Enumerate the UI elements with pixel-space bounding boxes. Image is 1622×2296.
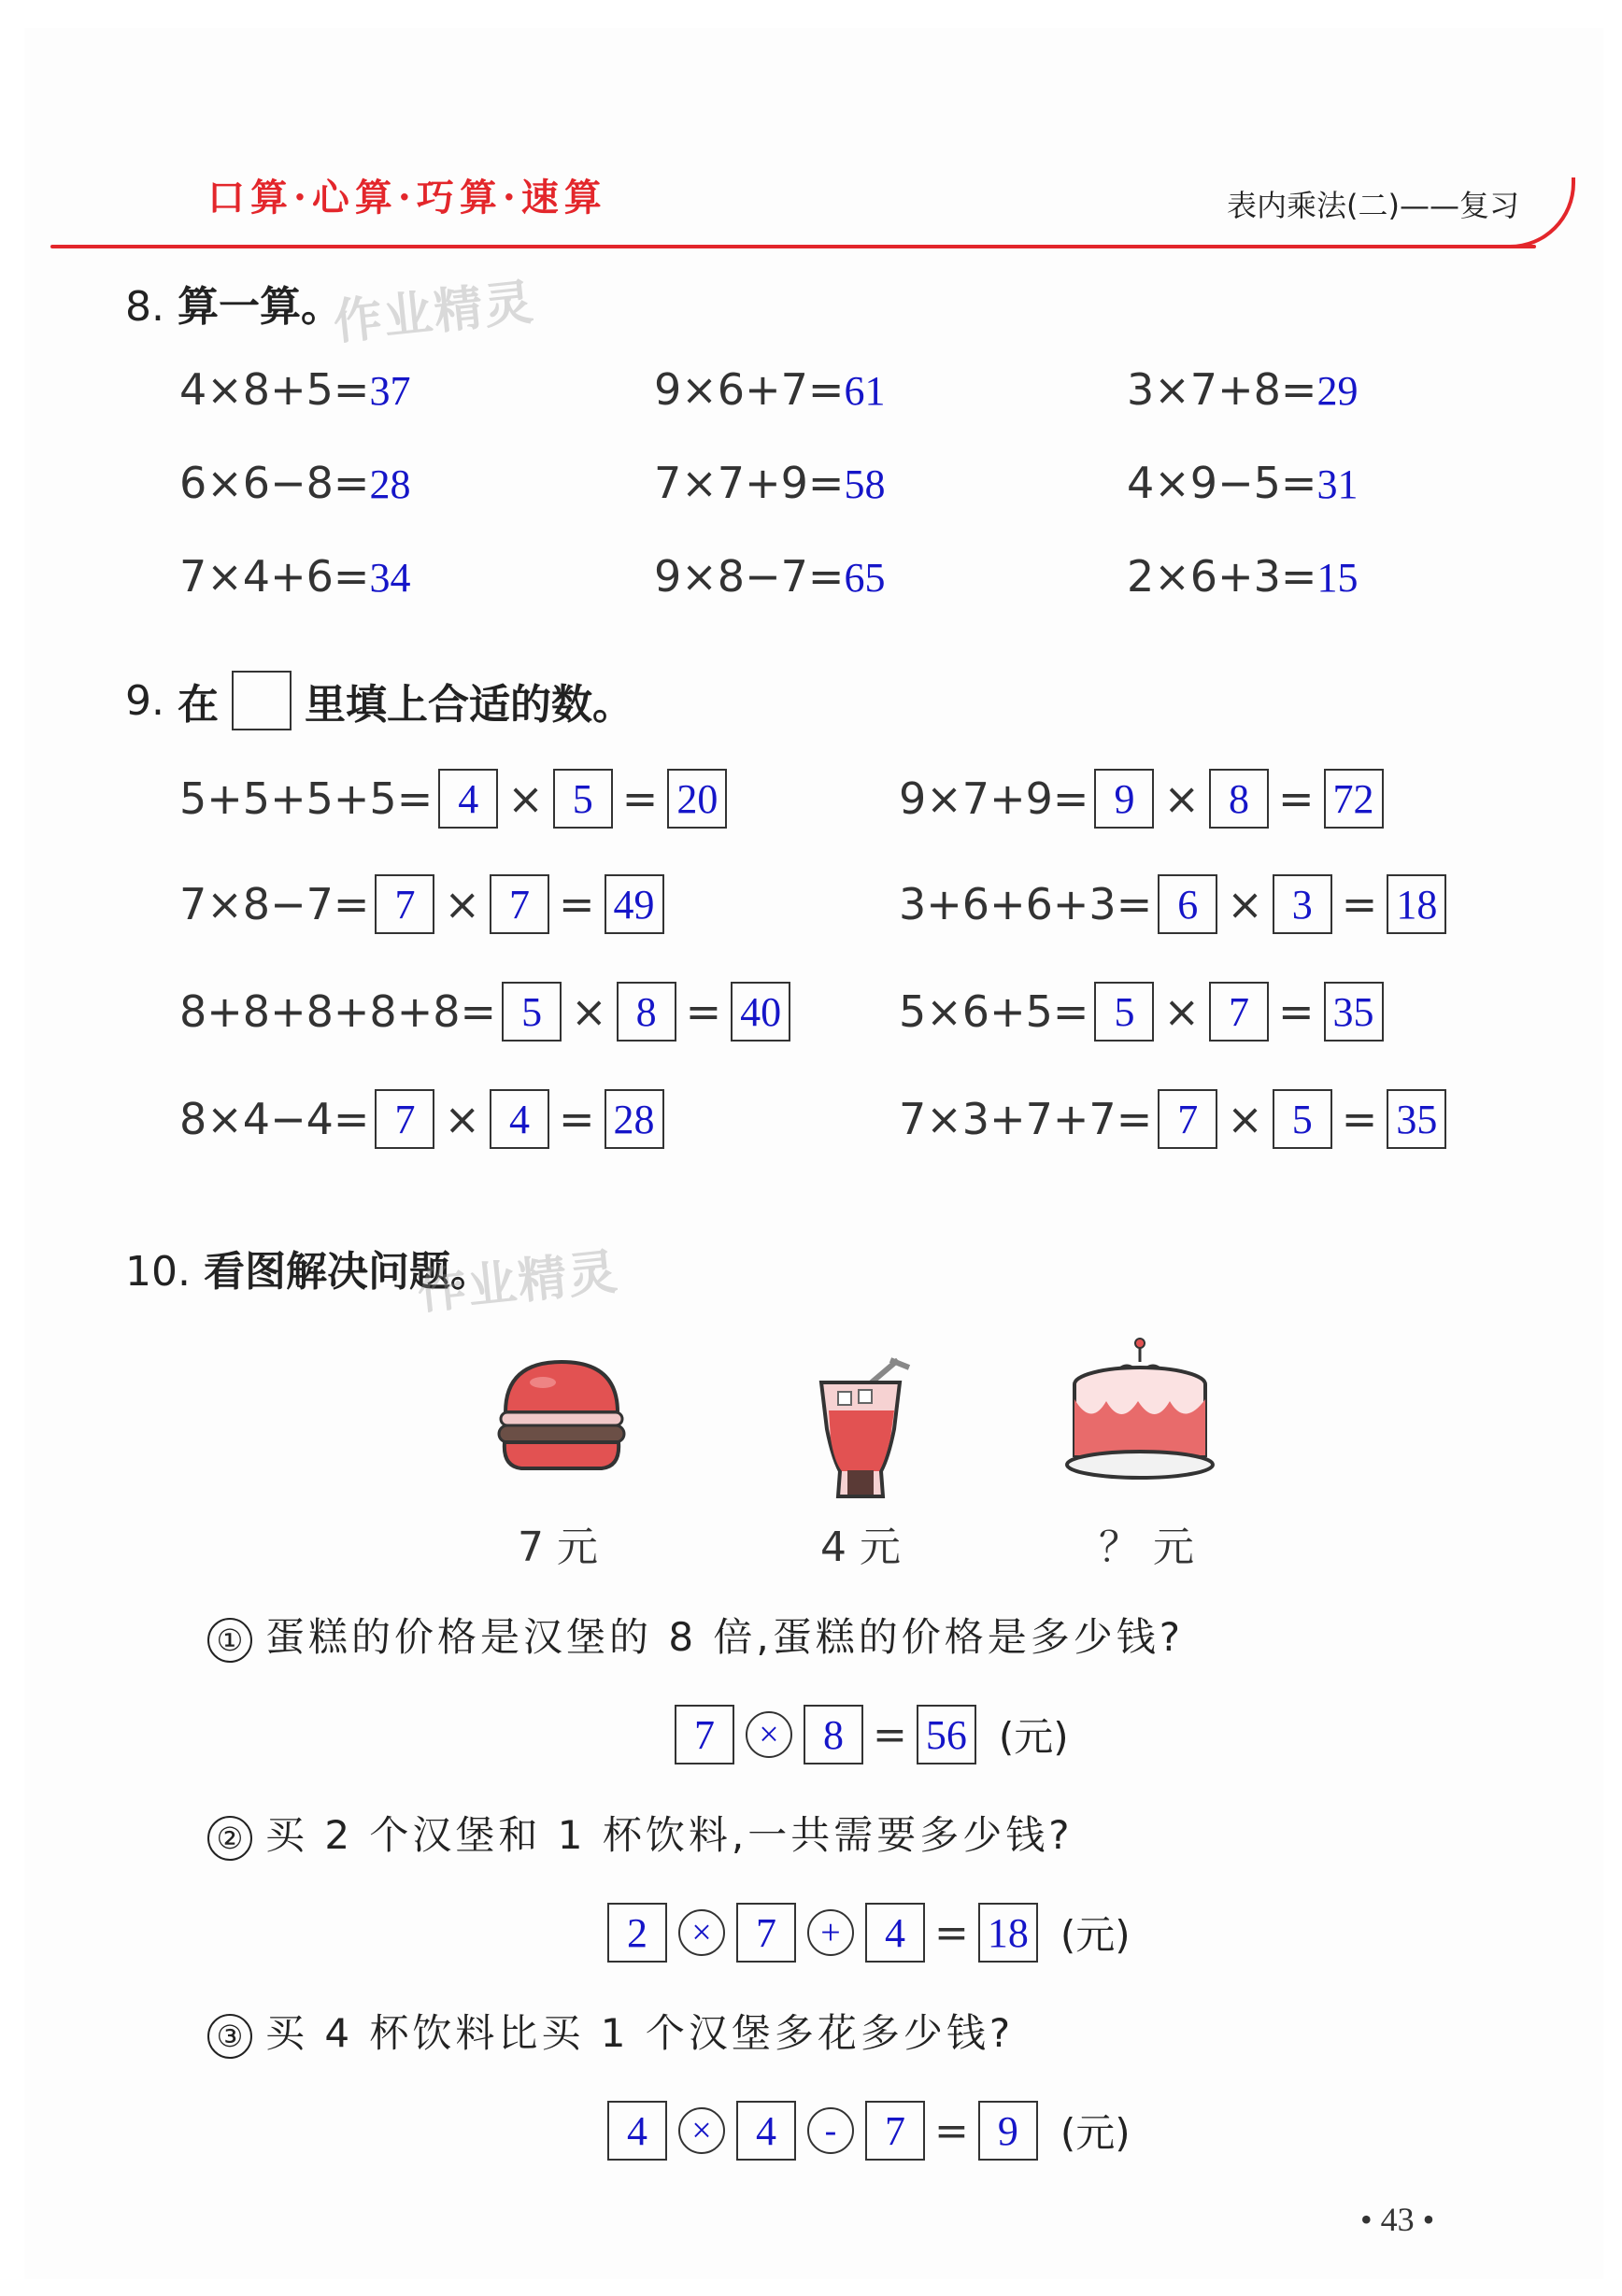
exercise-8-1 <box>179 364 410 415</box>
equals-sign: = <box>1341 879 1378 929</box>
answer-box[interactable]: 8 <box>617 982 676 1042</box>
equals-sign: = <box>558 879 595 929</box>
answer-box[interactable]: 9 <box>1094 769 1154 829</box>
equals-sign: = <box>934 2106 969 2155</box>
exercise-9-right-1 <box>899 766 1389 831</box>
question: 4×8+5= <box>179 364 370 415</box>
answer-box[interactable]: 72 <box>1324 769 1384 829</box>
question: 3+6+6+3= <box>899 879 1153 929</box>
exercise-8-3 <box>1127 364 1358 415</box>
watermark: 作业精灵 <box>415 1243 622 1322</box>
answer-box[interactable]: 20 <box>667 769 727 829</box>
question-number: ① <box>207 1618 252 1663</box>
equals-sign: = <box>934 1908 969 1957</box>
answer-row-3 <box>602 2098 1131 2163</box>
series-title: 口算·心算·巧算·速算 <box>207 176 607 220</box>
answer: 29 <box>1316 368 1359 414</box>
answer-box[interactable]: 2 <box>607 1903 667 1963</box>
question-number: ③ <box>207 2014 252 2059</box>
answer-box[interactable]: 7 <box>490 874 549 934</box>
answer-box[interactable]: 5 <box>1094 982 1154 1042</box>
cake-price: ？ 元 <box>1099 1524 1194 1571</box>
answer-box[interactable]: 7 <box>675 1705 734 1765</box>
soda-cup-icon <box>804 1354 926 1509</box>
answer: 65 <box>844 555 886 601</box>
section-8-title <box>125 273 342 333</box>
answer: 31 <box>1316 461 1359 507</box>
question-2 <box>207 1805 1074 1861</box>
exercise-9-right-3 <box>899 979 1389 1044</box>
question: 9×6+7= <box>654 364 845 415</box>
equals-sign: = <box>685 986 722 1037</box>
times-sign: × <box>507 773 544 824</box>
exercise-9-left-2 <box>179 872 670 937</box>
question: 6×6−8= <box>179 458 370 508</box>
section-8-number: 8. <box>125 283 164 331</box>
operator-circle[interactable]: × <box>746 1711 792 1758</box>
section-9-title <box>125 671 633 730</box>
answer-box[interactable]: 4 <box>490 1089 549 1149</box>
section-10-number: 10. <box>125 1248 191 1296</box>
answer: 15 <box>1316 555 1359 601</box>
answer-box[interactable]: 3 <box>1273 874 1332 934</box>
answer-box[interactable]: 40 <box>731 982 790 1042</box>
question-text: 买 4 杯饮料比买 1 个汉堡多花多少钱? <box>265 2010 1015 2056</box>
answer-box[interactable]: 7 <box>375 874 434 934</box>
watermark: 作业精灵 <box>331 274 538 352</box>
exercise-8-6 <box>1127 458 1358 508</box>
exercise-8-5 <box>654 458 885 508</box>
operator-circle[interactable]: × <box>678 2107 725 2154</box>
hamburger-price: 7 元 <box>518 1524 598 1571</box>
exercise-9-right-2 <box>899 872 1452 937</box>
question: 9×7+9= <box>899 773 1089 824</box>
answer-box[interactable]: 8 <box>1209 769 1269 829</box>
times-sign: × <box>444 1094 480 1144</box>
equals-sign: = <box>621 773 659 824</box>
unit-label: (元) <box>998 1714 1069 1760</box>
section-9-text-pre: 在 <box>177 681 219 729</box>
question: 2×6+3= <box>1127 551 1317 602</box>
equals-sign: = <box>1277 986 1315 1037</box>
times-sign: × <box>444 879 480 929</box>
question-1 <box>207 1607 1184 1663</box>
times-sign: × <box>1227 1094 1263 1144</box>
empty-box-icon <box>232 671 292 730</box>
exercise-8-4 <box>179 458 410 508</box>
answer-box[interactable]: 4 <box>438 769 498 829</box>
equals-sign: = <box>1277 773 1315 824</box>
question-text: 蛋糕的价格是汉堡的 8 倍,蛋糕的价格是多少钱? <box>265 1614 1185 1660</box>
times-sign: × <box>1227 879 1263 929</box>
equals-sign: = <box>1341 1094 1378 1144</box>
question: 7×7+9= <box>654 458 845 508</box>
exercise-8-9 <box>1127 551 1358 602</box>
unit-label: (元) <box>1060 1912 1131 1958</box>
exercise-9-left-3 <box>179 979 796 1044</box>
answer-box[interactable]: 7 <box>1158 1089 1217 1149</box>
answer-box[interactable]: 6 <box>1158 874 1217 934</box>
answer-box[interactable]: 5 <box>1273 1089 1332 1149</box>
question: 4×9−5= <box>1127 458 1317 508</box>
header-rule-curve <box>1501 177 1575 248</box>
operator-circle[interactable]: × <box>678 1909 725 1956</box>
answer-box[interactable]: 5 <box>553 769 613 829</box>
workbook-page <box>24 28 1603 2279</box>
answer-box[interactable]: 56 <box>917 1705 976 1765</box>
cake-icon <box>1065 1334 1224 1502</box>
soda-price: 4 元 <box>820 1524 901 1571</box>
question: 7×3+7+7= <box>899 1094 1153 1144</box>
hamburger-icon <box>491 1354 632 1476</box>
times-sign: × <box>1163 986 1200 1037</box>
times-sign: × <box>1163 773 1200 824</box>
answer-box[interactable]: 7 <box>375 1089 434 1149</box>
question-text: 买 2 个汉堡和 1 杯饮料,一共需要多少钱? <box>265 1812 1074 1858</box>
operator-circle[interactable]: - <box>807 2107 854 2154</box>
exercise-9-right-4 <box>899 1086 1452 1152</box>
equals-sign: = <box>873 1710 907 1759</box>
answer: 28 <box>369 461 411 507</box>
chapter-title: 表内乘法(二)——复习 <box>1227 188 1519 223</box>
answer-box[interactable]: 18 <box>978 1903 1038 1963</box>
answer-box[interactable]: 7 <box>1209 982 1269 1042</box>
question: 5×6+5= <box>899 986 1089 1037</box>
answer: 58 <box>844 461 886 507</box>
question: 9×8−7= <box>654 551 845 602</box>
answer-box[interactable]: 8 <box>804 1705 863 1765</box>
answer: 34 <box>369 555 411 601</box>
header-rule <box>50 245 1536 248</box>
section-9-text-post: 里填上合适的数。 <box>304 681 633 729</box>
section-10-text: 看图解决问题。 <box>203 1248 491 1296</box>
answer-box[interactable]: 49 <box>605 874 664 934</box>
question: 8+8+8+8+8= <box>179 986 497 1037</box>
exercise-9-left-1 <box>179 766 733 831</box>
question: 7×8−7= <box>179 879 370 929</box>
question: 3×7+8= <box>1127 364 1317 415</box>
answer-box[interactable]: 4 <box>736 2101 796 2161</box>
exercise-8-8 <box>654 551 885 602</box>
exercise-8-2 <box>654 364 885 415</box>
question: 5+5+5+5= <box>179 773 434 824</box>
section-8-text: 算一算。 <box>177 283 342 331</box>
operator-circle[interactable]: + <box>807 1909 854 1956</box>
answer-box[interactable]: 5 <box>502 982 562 1042</box>
question-number: ② <box>207 1816 252 1861</box>
page-number: • 43 • <box>1360 2201 1435 2238</box>
answer: 61 <box>844 368 886 414</box>
answer-box[interactable]: 7 <box>865 2101 925 2161</box>
answer-box[interactable]: 28 <box>605 1089 664 1149</box>
times-sign: × <box>571 986 607 1037</box>
unit-label: (元) <box>1060 2110 1131 2156</box>
answer-box[interactable]: 18 <box>1387 874 1446 934</box>
question: 8×4−4= <box>179 1094 370 1144</box>
answer-box[interactable]: 35 <box>1324 982 1384 1042</box>
answer-box[interactable]: 35 <box>1387 1089 1446 1149</box>
answer-box[interactable]: 7 <box>736 1903 796 1963</box>
answer-row-1 <box>669 1702 1069 1767</box>
answer-box[interactable]: 9 <box>978 2101 1038 2161</box>
exercise-9-left-4 <box>179 1086 670 1152</box>
answer-box[interactable]: 4 <box>865 1903 925 1963</box>
section-9-number: 9. <box>125 676 164 725</box>
question: 7×4+6= <box>179 551 370 602</box>
answer: 37 <box>369 368 411 414</box>
answer-box[interactable]: 4 <box>607 2101 667 2161</box>
question-3 <box>207 2003 1014 2059</box>
exercise-8-7 <box>179 551 410 602</box>
answer-row-2 <box>602 1900 1131 1965</box>
equals-sign: = <box>558 1094 595 1144</box>
